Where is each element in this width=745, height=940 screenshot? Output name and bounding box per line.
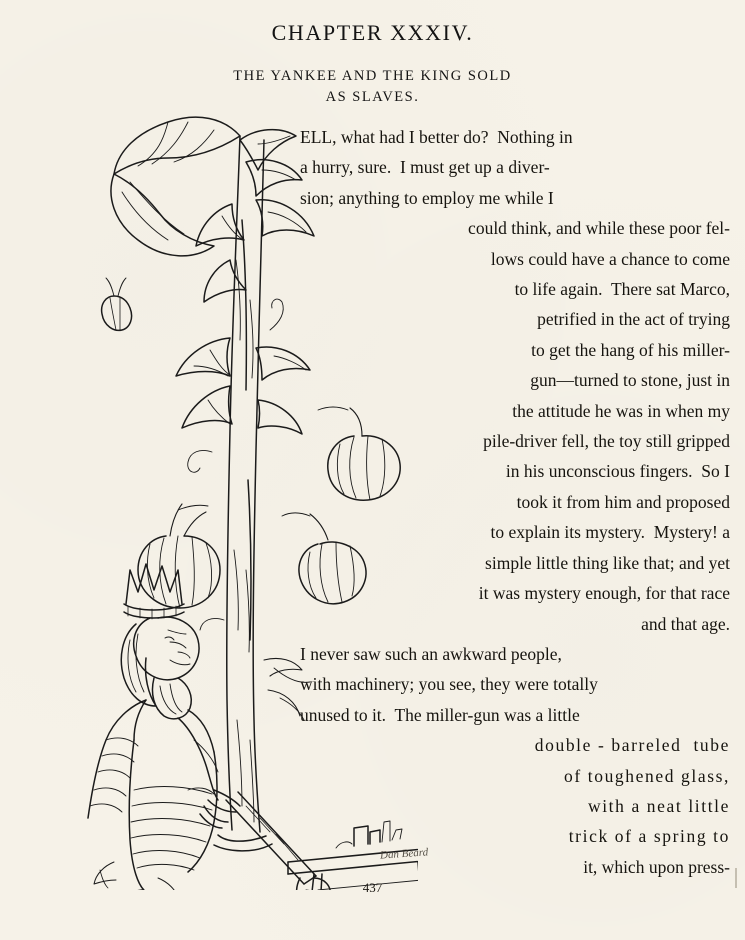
body-line: of toughened glass, xyxy=(564,765,730,786)
body-line: petrified in the act of trying xyxy=(537,309,730,330)
body-line: double - barreled tube xyxy=(534,735,730,756)
body-line: with machinery; you see, they were totally xyxy=(300,674,598,695)
body-line: with a neat little xyxy=(587,795,730,816)
body-line: ELL, what had I better do? Nothing in xyxy=(300,127,573,147)
body-line: lows could have a chance to come xyxy=(490,248,730,269)
body-line: trick of a spring to xyxy=(568,826,730,847)
chapter-subtitle-line-2: AS SLAVES. xyxy=(325,89,420,105)
body-line: unused to it. The miller-gun was a little xyxy=(300,704,580,725)
page-edge-mark xyxy=(735,868,737,888)
body-text xyxy=(300,122,730,882)
body-line: to get the hang of his miller- xyxy=(531,339,730,360)
artist-signature: Dan Beard xyxy=(379,846,429,862)
body-line: gun—turned to stone, just in xyxy=(530,370,730,391)
body-line: it was mystery enough, for that race xyxy=(478,583,730,604)
body-line: could think, and while these poor fel- xyxy=(468,218,730,239)
chapter-title: CHAPTER XXXIV. xyxy=(271,20,474,45)
page-number: 437 xyxy=(362,880,383,895)
body-line: to life again. There sat Marco, xyxy=(514,279,730,300)
body-line: took it from him and proposed xyxy=(516,491,730,512)
body-line: sion; anything to employ me while I xyxy=(300,187,554,208)
body-line: pile-driver fell, the toy still gripped xyxy=(483,431,730,452)
body-line: in his unconscious fingers. So I xyxy=(505,461,730,482)
body-line: and that age. xyxy=(641,613,730,634)
body-line: to explain its mystery. Mystery! a xyxy=(490,522,730,543)
body-line: it, which upon press- xyxy=(583,856,730,877)
body-line: I never saw such an awkward people, xyxy=(300,643,562,664)
chapter-subtitle-line-1: THE YANKEE AND THE KING SOLD xyxy=(233,68,512,84)
body-line: simple little thing like that; and yet xyxy=(485,552,730,573)
body-line: the attitude he was in when my xyxy=(512,400,730,421)
body-line: a hurry, sure. I must get up a diver- xyxy=(300,157,550,178)
